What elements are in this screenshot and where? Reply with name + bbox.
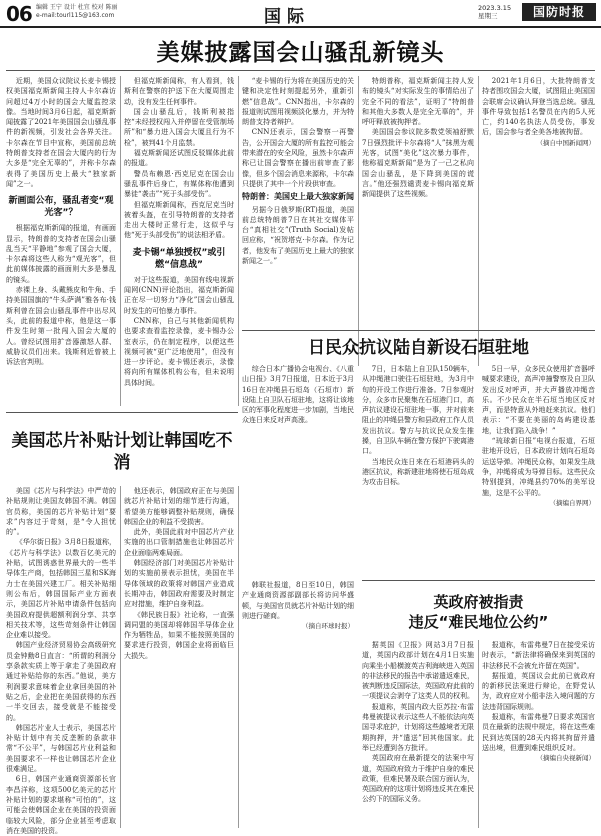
article2-col1 [6,486,116,835]
headline-divider [6,70,595,71]
article1-credit: （摘自中国新闻网） [536,138,595,147]
paragraph: 根据福克斯新闻的报道，有画面显示，特朗普的支持者在国会山骚乱当天“平静地”参观了国会大厦，卡尔森将这些人称为“观光客”，但此前媒体披露的画面则大多是暴乱的镜头。 [6,224,116,284]
paragraph: 7日，日本陆上自卫队150辆车，从冲绳港口驶往石垣驻地，为3月中旬的开设工作进行准备。7日参观时分，众多市民聚集在石垣港门口，高声抗议建设石垣驻地一事，并对前来阻止的冲绳县警方和县政府工作人员发出抗议。警方与抗议民众发生推搡，自卫队车辆在警方保护下驶离港口。 [362,365,474,456]
column-divider [120,486,121,828]
article2-col2 [124,486,234,828]
paragraph: 综合日本广播协会电视台、《八重山日报》3月7日报道，日本近于3月16日在冲绳县石垣岛（石垣市）新设陆上自卫队石垣驻地，这将让该地区的军事化程度进一步加剧，当地民众连日来反对声高涨。 [242,365,354,425]
paragraph: 6日，韩国产业通商资源部长官李昌洋称，这项500亿美元的芯片补贴计划的要求堪称“可怕的”，这可能会使韩国企业在美国的投资面临较大风险，部分企业甚至考虑取消在美国的投资。 [6,775,116,835]
paragraph: 《韩民族日报》社论称，一直强调同盟的美国却将韩国半导体企业作为牺牲品，如果不能按照美国的要求进行投资，韩国企业将面临巨大损失。 [124,610,234,660]
paragraph: 赤裸上身、头戴熊皮和牛角、手持美国国旗的“牛头萨满”雅各布·钱斯利曾在国会山骚乱事件中出尽风头，此前的报道中称，他是这一事件发生时第一批闯入国会大厦的人。曾经试图用扩音器激怒人群、威胁议员们出来。钱斯利近曾被上诉法官判刑。 [6,286,116,367]
paragraph: 他还表示，韩国政府正在与美国就芯片补贴计划的细节进行沟通，希望美方能够调整补贴规则，确保韩国企业的利益不受损害。 [124,487,234,526]
paragraph: 此外，美国此前对中国芯片产业实施的出口管制措施也让韩国芯片企业面临两难局面。 [124,528,234,557]
article3-credit: （摘编自界网） [549,498,595,507]
paragraph: 警员布赖恩·西克尼克在国会山骚乱事件后身亡，有媒体称他遭到暴徒“袭击”“死于头部受伤”。 [124,169,234,199]
paragraph: CNN称，自己与其他新闻机构也要求查看监控录像，麦卡锡办公室表示，仍在制定程序，以便这些视频可被“更广泛地使用”，但没有进一步评论。麦卡锡还表示，录像将向所有媒体机构公布，但未说明具体时间。 [124,316,234,387]
paragraph: 国会山骚乱后，钱斯利被指控“未经授权闯入并停留在受管制场所”和“暴力进入国会大厦且行为不检”，被判41个月监禁。 [124,107,234,147]
paragraph: 2021年1月6日，大批特朗普支持者围攻国会大厦，试图阻止美国国会联席会议确认拜登当选总统。骚乱事件导致包括1名警员在内的5人死亡，约140名执法人员受伤，事发后，国会参与者全美各地被拘留。 [482,77,595,137]
paragraph: 据英国《卫报》网站3月7日报道，英国内政部计划在4月1日实施向乘坐小船横渡英吉利海峡进入英国的非法移民的报告中承诺遣返难民，被判断违反国际法，英国政府此前的一项提议会剥夺了这类人员的权利。 [362,641,474,701]
article2-credit: （摘自环球时报） [302,622,354,631]
article4-col2 [482,640,595,828]
paragraph: 对于这些报道，美国有线电视新闻网(CNN)评论指出，福克斯新闻正在尽一切努力“净化”国会山骚乱时发生的可怕暴力事件。 [124,275,234,315]
paragraph: 另据今日俄罗斯(RT)报道，美国前总统特朗普7日在其社交媒体平台“真相社交”(Truth Social)发帖回应称，“祝贺塔克·卡尔森。作为记者，他发布了美国历史上最大的独家新闻之一。” [242,205,354,266]
article1-col5 [482,76,595,366]
date-text: 2023.3.15 [478,4,512,12]
section-title: 国际 [264,7,310,27]
editor-credits [36,4,118,20]
article1-title: 美媒披露国会山骚乱新镜头 [156,40,445,66]
article1-col4 [362,76,474,366]
article4-credit: （摘编自央视新闻） [536,754,595,763]
article2-title: 美国芯片补贴计划让韩国吃不消 [11,431,233,473]
article1-col1 [6,76,116,406]
editor-names: 编辑 王宁 设计 杜宜 校对 陈丽 [36,4,118,11]
article3-col1 [242,364,354,574]
issue-date [478,4,511,20]
article4-top-rule [362,580,595,581]
article1-col3 [242,76,354,366]
article2-top-rule [6,412,238,413]
paragraph: 韩国芯片业人士表示，美国芯片补贴计划中有关反垄断的条款非常“不公平”，与韩国芯片业利益和美国要求不一样也让韩国芯片企业很难满足。 [6,723,116,774]
column-divider [238,76,239,406]
column-divider [120,76,121,406]
paragraph: 但福克斯新闻称，西克尼克当时被着头盔，在引导特朗普的支持者走出大楼时正常行走，这似乎与他“死于头部受伤”的说法相矛盾。 [124,200,234,240]
weekday-text: 星期三 [478,12,498,20]
paragraph: 近期，美国众议院议长麦卡锡授权美国福克斯新闻主持人卡尔森访问超过4万小时的国会大厦监控录像。当地时间3月6日起，福克斯新闻披露了2021年美国国会山骚乱事件的新视频，引发社会各界关注。卡尔森在节目中宣称，美国前总统特朗普支持者在国会大厦内的行为大多是“完全无辜的”，并称卡尔森表得了美国历史上最大“独家新闻”之一。 [6,77,116,188]
paragraph: 美国国会参议院多数党领袖舒默7日强烈批评卡尔森将“人”抹黑为观光客，试图“美化”这次暴力事件，他称福克斯新闻“是为了一己之私向国会山骚乱，是下降到美国的谎言。”他还强烈谴责麦卡锡向福克斯新闻提供了这些视频。 [362,128,474,199]
paragraph: 美国《芯片与科学法》中严苛的补贴规则让美国友韩国不满。韩国官员称，美国的芯片补贴计划“要求”内容过于苛刻，是“令人担忧的”。 [6,487,116,537]
paragraph: “琉球新日报”电视台报道，石垣驻地开设后，日本政府计划向石垣岛运送导弹。冲绳民众称，如果发生战争，冲绳将成为导弹目标。这些民众特别提到，冲绳县约70%的美军设施，这是不公平的。 [482,437,595,497]
article4-title [362,592,595,632]
column-divider [478,76,479,366]
editor-email: e-mail:tourl115@163.com [36,12,115,19]
article4-title-line2: 违反“难民地位公约” [408,613,549,631]
article1-subhead3: 特朗普：美国史上最大独家新闻 [242,192,354,202]
paragraph: 当地民众连日来在石垣港码头的港区抗议，称新建驻地将使石垣岛成为攻击目标。 [362,457,474,487]
paragraph: CNN还表示，国会警察一再警告，公开国会大厦的所有监控可能会带来潜在的安全风险，虽然卡尔森声称已让国会警察在播出前审查了影像，但多个国会消息来源称，卡尔森只提供了其中一个片段供审查。 [242,128,354,188]
paragraph: 报道称，英国内政大臣苏拉·布雷弗曼被提议表示这些人不能依法向英国寻求庇护，计划将这些越境者无限期拘押，并“遣送”回其他国家。此举已经遭到各方批评。 [362,702,474,752]
paragraph: 韩国经济部门对美国芯片补贴计划的实施前景表示担忧，美国在半导体领域的政策将对韩国产业造成长期冲击，韩国政府需要及时制定应对措施，维护自身利益。 [124,559,234,609]
paragraph: 英国政府在最新提交的法案中写道，英国政府致力于维护自身的难民政策，但难民署及联合国方面认为，英国政府的这项计划将违反其在难民公约下的国际义务。 [362,754,474,804]
article3-top-rule [242,330,595,331]
page-header [0,0,601,28]
article3-col3 [482,364,595,574]
paragraph: 福克斯新闻还试图反驳媒体此前的报道。 [124,149,234,168]
article1-col2 [124,76,234,406]
article4-col1 [362,640,474,828]
paragraph: 韩联社报道，8日至10日，韩国产业通商资源部副部长将访问华盛顿，与美国官员就芯片补贴计划的细则进行磋商。 [242,581,354,620]
paragraph: 特朗普称，福克斯新闻主持人发布的镜头“对实际发生的事情给出了完全不同的看法”，证明了“特朗普和其他大多数人是完全无辜的”，并呼吁释放被拘押者。 [362,77,474,127]
article1-subhead1: 新画面公布，骚乱者变“观光客”？ [8,196,114,219]
paragraph: 报道称，布雷弗曼7日在接受采访时表示，“新法律将确保来到英国的非法移民不会被允许留在英国”。 [482,641,595,670]
paragraph: 报道称，布雷弗曼7日要求英国官员在最新的法规中规定，将在这些难民到达英国的28天内将其拘留并遣送出境，但遭到难民组织反对。 [482,713,595,752]
column-divider [478,640,479,828]
masthead-logo: 国防时报 [522,3,596,21]
paragraph: 5日一早，众多民众使用扩音器呼喊要求建设，高声冲撞警察及自卫队发出反对呼声，并大声播放冲绳音乐。不少民众在半石垣当地区反对声，而是特意从外地赶来抗议。他们表示：“不要在美丽的岛屿建设基地，让我们陷入战争！” [482,365,595,435]
paragraph: 据报道，英国议会此前已就政府的新移民法案进行辩论，在野党认为，政府应对小船非法入境问题的方法违背国际规则。 [482,671,595,711]
article3-col2 [362,364,474,574]
article4-title-line1: 英政府被指责 [433,593,524,611]
paragraph: “麦卡锡的行为将在美国历史的关键和决定性时刻提起另外，重新引燃”信息战”。CNN指出，卡尔森的报道则试图用视频淡化暴力，并为特朗普支持者辩护。 [242,77,354,127]
paragraph: 韩国产业经济贸易协会高级研究员金钟勳8日直言：“所谓的利润分享条款实质上等于拿走了美国政府通过补贴给你的东西。”他说，美方利润要求意味着企业拿回美国的补贴之后，企业把在美国获得的东西一半交回去，接受就是不能接受的。 [6,641,116,722]
page-number: 06 [6,2,32,26]
paragraph: 但福克斯新闻称，有人看到，钱斯利在警察的护送下在大厦周围走动，没有发生任何事件。 [124,77,234,106]
paragraph: 《华尔街日报》3月8日报道称，《芯片与科学法》以数百亿美元的补贴，试图诱惑世界最大的一些半导体生产商，包括韩国三星和SK海力士在美国兴建工厂。相关补贴细则公布后，韩国国际产业方面表示，美国芯片补贴申请条件包括向美国政府提供超额利润分享、共享相关技术等，这些苛刻条件让韩国企业难以接受。 [6,538,116,640]
article1-subhead2: 麦卡锡“单独授权”或引燃“信息战” [132,247,226,270]
column-divider [358,76,359,366]
article3-title: 日民众抗议陆自新设石垣驻地 [308,338,529,358]
article2-col3 [242,580,354,828]
column-divider [238,486,239,828]
